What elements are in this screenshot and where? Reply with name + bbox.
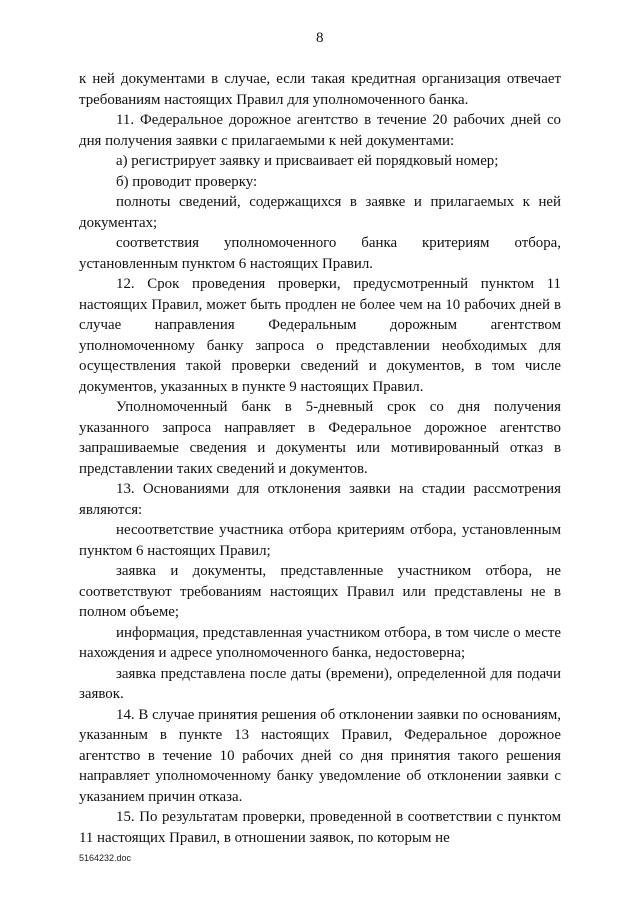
paragraph-12-bank-response: Уполномоченный банк в 5-дневный срок со дня получения указанного запроса направляет в Федеральное дорожное агентство запрашиваемые сведения и документы или мотивированный отказ в представлении таких сведений и документов. xyxy=(79,399,561,477)
paragraph-11a: а) регистрирует заявку и присваивает ей порядковый номер; xyxy=(116,153,499,169)
paragraph-11: 11. Федеральное дорожное агентство в течение 20 рабочих дней со дня получения заявки с прилагаемыми к ней документами: xyxy=(79,112,561,149)
page-number: 8 xyxy=(316,30,324,46)
paragraph-11b-item-2: соответствия уполномоченного банка критериям отбора, установленным пунктом 6 настоящих Правил. xyxy=(79,235,561,272)
paragraph-13-item-2: заявка и документы, представленные участником отбора, не соответствуют требованиям настоящих Правил или представлены не в полном объеме; xyxy=(79,563,561,620)
paragraph-14: 14. В случае принятия решения об отклонении заявки по основаниям, указанным в пункте 13 настоящих Правил, Федеральное дорожное агентство в течение 10 рабочих дней со дня принятия такого решения направляет уполномоченному банку уведомление об отклонении заявки с указанием причин отказа. xyxy=(79,706,561,805)
paragraph-11b-item-1: полноты сведений, содержащихся в заявке и прилагаемых к ней документах; xyxy=(79,194,561,231)
paragraph-12: 12. Срок проведения проверки, предусмотренный пунктом 11 настоящих Правил, может быть продлен не более чем на 10 рабочих дней в случае направления Федеральным дорожным агентством уполномоченному банку запроса о представлении необходимых для осуществления такой проверки сведений и документов, в том числе документов, указанных в пункте 9 настоящих Правил. xyxy=(79,276,561,395)
paragraph-continuation: к ней документами в случае, если такая кредитная организация отвечает требованиям настоящих Правил для уполномоченного банка. xyxy=(79,71,561,108)
paragraph-13-item-4: заявка представлена после даты (времени), определенной для подачи заявок. xyxy=(79,665,561,702)
paragraph-11b: б) проводит проверку: xyxy=(116,173,258,190)
document-body xyxy=(79,69,561,848)
paragraph-13-item-1: несоответствие участника отбора критериям отбора, установленным пунктом 6 настоящих Правил; xyxy=(79,522,561,559)
footer-filename: 5164232.doc xyxy=(79,853,132,863)
paragraph-15: 15. По результатам проверки, проведенной в соответствии с пунктом 11 настоящих Правил, в отношении заявок, по которым не xyxy=(79,809,561,846)
paragraph-13-item-3: информация, представленная участником отбора, в том числе о месте нахождения и адресе уполномоченного банка, недостоверна; xyxy=(79,624,561,661)
paragraph-13: 13. Основаниями для отклонения заявки на стадии рассмотрения являются: xyxy=(79,481,561,518)
